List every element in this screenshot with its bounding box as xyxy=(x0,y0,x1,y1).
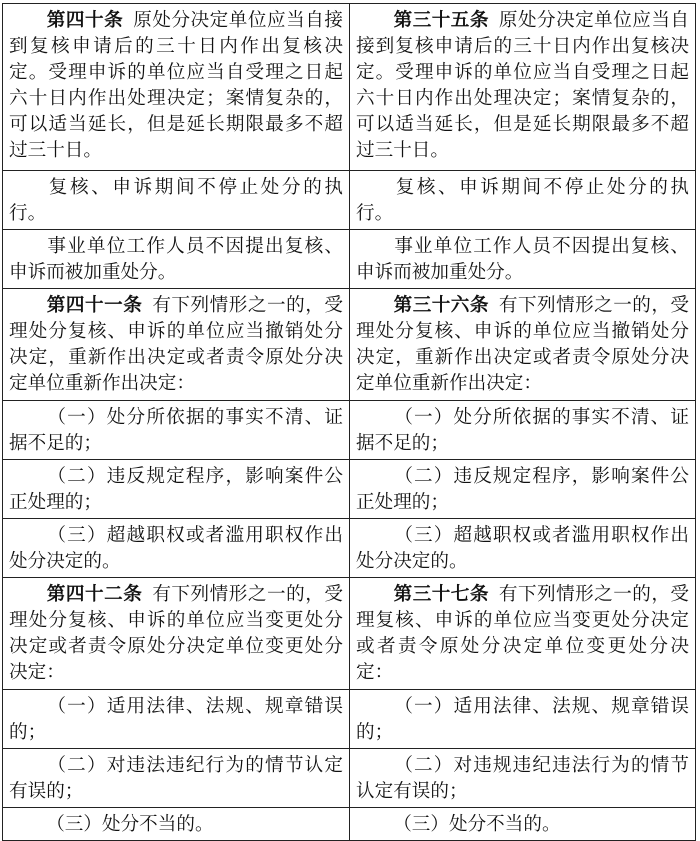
article-number: 第三十五条 xyxy=(393,10,489,31)
paragraph-text: （二）违反规定程序，影响案件公正处理的； xyxy=(9,466,343,513)
left-cell xyxy=(3,460,350,519)
article-number: 第四十一条 xyxy=(46,295,143,316)
article-text: 原处分决定单位应当自接到复核申请后的三十日内作出复核决定。受理申诉的单位应当自受理之日起六十日内作出处理决定；案情复杂的，可以适当延长，但是延长期限最多不超过三十日。 xyxy=(356,10,689,161)
article-number: 第四十条 xyxy=(46,10,124,31)
left-cell xyxy=(3,230,350,289)
left-cell xyxy=(3,749,350,808)
right-cell xyxy=(350,690,696,749)
table-row xyxy=(3,460,696,519)
table-row xyxy=(3,289,696,401)
left-cell xyxy=(3,690,350,749)
paragraph-text: （三）超越职权或者滥用职权作出处分决定的。 xyxy=(356,525,689,572)
right-cell xyxy=(350,401,696,460)
right-cell xyxy=(350,171,696,230)
article-text: 有下列情形之一的，受理处分复核、申诉的单位应当撤销处分决定，重新作出决定或者责令原处分决定单位重新作出决定： xyxy=(356,295,689,394)
paragraph-text: 复核、申诉期间不停止处分的执行。 xyxy=(356,177,689,224)
right-cell xyxy=(350,230,696,289)
left-cell xyxy=(3,289,350,401)
paragraph-text: （二）对违规违纪违法行为的情节认定有误的； xyxy=(356,755,689,802)
table-row xyxy=(3,230,696,289)
table-row xyxy=(3,519,696,578)
table-row xyxy=(3,578,696,690)
left-cell xyxy=(3,401,350,460)
article-text: 原处分决定单位应当自接到复核申请后的三十日内作出复核决定。受理申诉的单位应当自受理之日起六十日内作出处理决定；案情复杂的，可以适当延长，但是延长期限最多不超过三十日。 xyxy=(9,10,343,161)
article-number: 第三十七条 xyxy=(393,584,489,605)
article-text: 有下列情形之一的，受理处分复核、申诉的单位应当撤销处分决定，重新作出决定或者责令原处分决定单位重新作出决定： xyxy=(9,295,343,394)
paragraph-text: 复核、申诉期间不停止处分的执行。 xyxy=(9,177,343,224)
right-cell xyxy=(350,4,696,171)
paragraph-text: 事业单位工作人员不因提出复核、申诉而被加重处分。 xyxy=(9,236,343,283)
left-cell xyxy=(3,171,350,230)
paragraph-text: （三）超越职权或者滥用职权作出处分决定的。 xyxy=(9,525,343,572)
article-text: 有下列情形之一的，受理处分复核、申诉的单位应当变更处分决定或者责令原处分决定单位变更处分决定： xyxy=(9,584,343,683)
paragraph-text: （一）适用法律、法规、规章错误的； xyxy=(356,696,689,743)
right-cell xyxy=(350,460,696,519)
right-cell xyxy=(350,578,696,690)
paragraph-text: 事业单位工作人员不因提出复核、申诉而被加重处分。 xyxy=(356,236,689,283)
article-number: 第三十六条 xyxy=(393,295,489,316)
paragraph-text: （一）适用法律、法规、规章错误的； xyxy=(9,696,343,743)
paragraph-text: （三）处分不当的。 xyxy=(46,814,214,835)
paragraph-text: （三）处分不当的。 xyxy=(393,814,561,835)
left-cell xyxy=(3,4,350,171)
left-cell xyxy=(3,519,350,578)
table-row xyxy=(3,749,696,808)
article-text: 有下列情形之一的，受理复核、申诉的单位应当变更处分决定或者责令原处分决定单位变更处分决定： xyxy=(356,584,689,683)
right-cell xyxy=(350,749,696,808)
left-cell xyxy=(3,578,350,690)
right-cell xyxy=(350,808,696,841)
paragraph-text: （二）违反规定程序，影响案件公正处理的； xyxy=(356,466,689,513)
article-number: 第四十二条 xyxy=(46,584,143,605)
table-row xyxy=(3,171,696,230)
table-row xyxy=(3,808,696,841)
table-row xyxy=(3,401,696,460)
table-row xyxy=(3,690,696,749)
right-cell xyxy=(350,289,696,401)
paragraph-text: （二）对违法违纪行为的情节认定有误的； xyxy=(9,755,343,802)
comparison-table xyxy=(2,3,696,841)
paragraph-text: （一）处分所依据的事实不清、证据不足的； xyxy=(9,407,343,454)
left-cell xyxy=(3,808,350,841)
table-row xyxy=(3,4,696,171)
paragraph-text: （一）处分所依据的事实不清、证据不足的； xyxy=(356,407,689,454)
right-cell xyxy=(350,519,696,578)
